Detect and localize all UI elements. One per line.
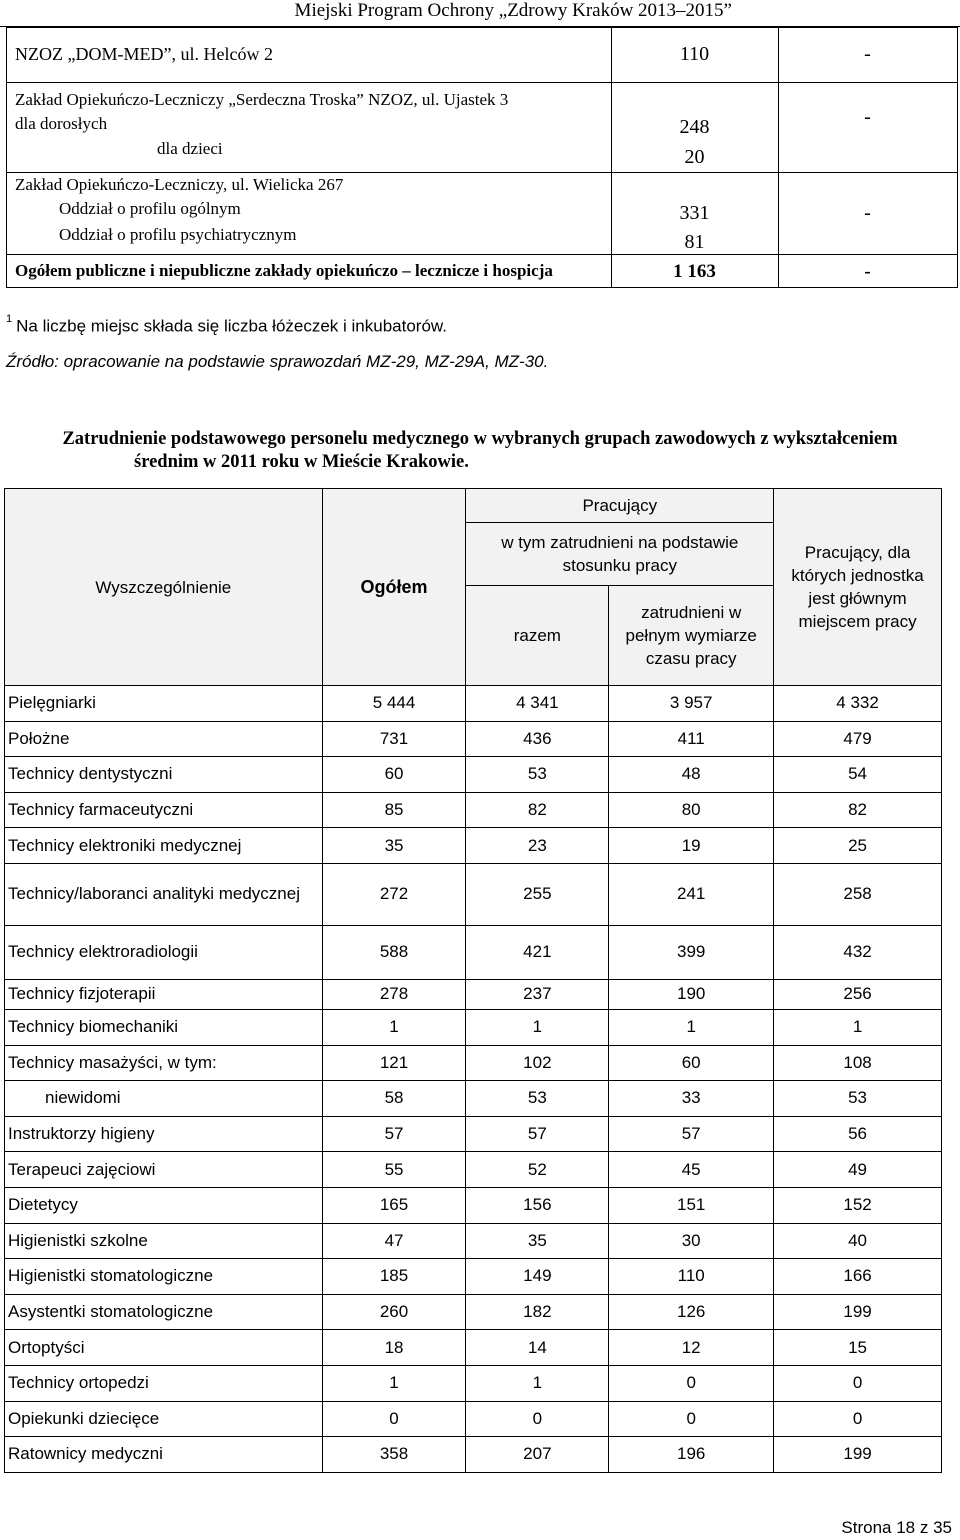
value-main-workplace: 1 bbox=[774, 1009, 942, 1045]
value-employed: 53 bbox=[466, 1081, 609, 1117]
value-main-workplace: 152 bbox=[774, 1187, 942, 1223]
table-facilities bbox=[6, 27, 958, 288]
row-label: Technicy farmaceutyczni bbox=[5, 792, 323, 828]
row-label: Pielęgniarki bbox=[5, 686, 323, 722]
facility-places: 248 bbox=[679, 116, 710, 138]
value-employed: 436 bbox=[466, 721, 609, 757]
header-employed-total: razem bbox=[466, 586, 609, 686]
row-label: Technicy dentystyczni bbox=[5, 757, 323, 793]
row-label: Technicy elektroradiologii bbox=[5, 925, 323, 979]
value-total: 60 bbox=[322, 757, 466, 793]
value-fulltime: 110 bbox=[609, 1259, 774, 1295]
value-total: 1 bbox=[322, 1009, 466, 1045]
value-employed: 82 bbox=[466, 792, 609, 828]
value-total: 18 bbox=[322, 1330, 466, 1366]
value-main-workplace: 49 bbox=[774, 1152, 942, 1188]
row-label: Technicy masażyści, w tym: bbox=[5, 1045, 323, 1081]
value-employed: 1 bbox=[466, 1365, 609, 1401]
table-row bbox=[5, 1437, 942, 1473]
table-divider bbox=[7, 172, 957, 173]
value-fulltime: 0 bbox=[609, 1401, 774, 1437]
value-main-workplace: 25 bbox=[774, 828, 942, 864]
value-main-workplace: 82 bbox=[774, 792, 942, 828]
value-fulltime: 48 bbox=[609, 757, 774, 793]
value-main-workplace: 432 bbox=[774, 925, 942, 979]
facility-subunit: dla dorosłych bbox=[15, 114, 108, 133]
row-label: Technicy/laboranci analityki medycznej bbox=[5, 863, 323, 925]
value-total: 47 bbox=[322, 1223, 466, 1259]
header-fulltime: zatrudnieni w pełnym wymiarze czasu pracy bbox=[609, 586, 774, 686]
table-row bbox=[5, 1401, 942, 1437]
table-row bbox=[5, 686, 942, 722]
source-note: Źródło: opracowanie na podstawie sprawozdań MZ-29, MZ-29A, MZ-30. bbox=[6, 352, 549, 371]
total-label: Ogółem publiczne i niepubliczne zakłady opiekuńczo – lecznicze i hospicja bbox=[15, 261, 553, 280]
header-total: Ogółem bbox=[322, 489, 466, 686]
footnote bbox=[6, 313, 447, 337]
table-title-line: średnim w 2011 roku w Mieście Krakowie. bbox=[134, 452, 469, 472]
table-staff bbox=[4, 488, 942, 1473]
table-row bbox=[5, 1330, 942, 1366]
value-total: 588 bbox=[322, 925, 466, 979]
table-divider bbox=[7, 254, 957, 255]
row-label: Ratownicy medyczni bbox=[5, 1437, 323, 1473]
table-row bbox=[5, 828, 942, 864]
value-fulltime: 190 bbox=[609, 979, 774, 1009]
value-fulltime: 80 bbox=[609, 792, 774, 828]
footnote-text: Na liczbę miejsc składa się liczba łóżeczek i inkubatorów. bbox=[16, 316, 447, 336]
facility-name: Zakład Opiekuńczo-Leczniczy „Serdeczna Troska” NZOZ, ul. Ujastek 3 bbox=[15, 90, 509, 109]
value-total: 278 bbox=[322, 979, 466, 1009]
value-fulltime: 57 bbox=[609, 1116, 774, 1152]
value-fulltime: 19 bbox=[609, 828, 774, 864]
facility-name: Zakład Opiekuńczo-Leczniczy, ul. Wielicka 267 bbox=[15, 175, 344, 194]
value-employed: 35 bbox=[466, 1223, 609, 1259]
total-places: 1 163 bbox=[673, 261, 716, 282]
value-employed: 4 341 bbox=[466, 686, 609, 722]
table-row bbox=[5, 1045, 942, 1081]
table-title bbox=[0, 428, 960, 474]
page-number: Strona 18 z 35 bbox=[841, 1518, 952, 1537]
table-row bbox=[5, 1152, 942, 1188]
value-main-workplace: 199 bbox=[774, 1437, 942, 1473]
value-fulltime: 3 957 bbox=[609, 686, 774, 722]
row-label: Higienistki szkolne bbox=[5, 1223, 323, 1259]
table-divider bbox=[7, 82, 957, 83]
value-fulltime: 399 bbox=[609, 925, 774, 979]
value-main-workplace: 54 bbox=[774, 757, 942, 793]
row-label: Technicy biomechaniki bbox=[5, 1009, 323, 1045]
value-employed: 53 bbox=[466, 757, 609, 793]
value-total: 57 bbox=[322, 1116, 466, 1152]
facility-subunit: dla dzieci bbox=[157, 139, 223, 158]
value-fulltime: 12 bbox=[609, 1330, 774, 1366]
value-employed: 149 bbox=[466, 1259, 609, 1295]
value-fulltime: 1 bbox=[609, 1009, 774, 1045]
value-fulltime: 241 bbox=[609, 863, 774, 925]
header-employed: w tym zatrudnieni na podstawie stosunku pracy bbox=[466, 523, 774, 586]
value-total: 731 bbox=[322, 721, 466, 757]
footnote-marker: 1 bbox=[6, 313, 13, 325]
table-title-line: Zatrudnienie podstawowego personelu medycznego w wybranych grupach zawodowych z wykształceniem bbox=[62, 429, 898, 449]
value-main-workplace: 256 bbox=[774, 979, 942, 1009]
page-header-title: Miejski Program Ochrony „Zdrowy Kraków 2013–2015” bbox=[294, 0, 732, 21]
value-fulltime: 411 bbox=[609, 721, 774, 757]
facility-name: NZOZ „DOM-MED”, ul. Helców 2 bbox=[15, 44, 273, 64]
table-divider bbox=[778, 28, 779, 287]
row-label: Dietetycy bbox=[5, 1187, 323, 1223]
value-fulltime: 33 bbox=[609, 1081, 774, 1117]
facility-hospice: - bbox=[864, 106, 871, 128]
facility-subunit: Oddział o profilu psychiatrycznym bbox=[59, 225, 297, 244]
value-employed: 207 bbox=[466, 1437, 609, 1473]
table-row bbox=[5, 721, 942, 757]
value-total: 358 bbox=[322, 1437, 466, 1473]
row-label: Ortoptyści bbox=[5, 1330, 323, 1366]
value-main-workplace: 479 bbox=[774, 721, 942, 757]
table-row bbox=[5, 925, 942, 979]
row-label: Położne bbox=[5, 721, 323, 757]
table-row bbox=[5, 1081, 942, 1117]
value-fulltime: 60 bbox=[609, 1045, 774, 1081]
table-row bbox=[5, 1009, 942, 1045]
value-main-workplace: 53 bbox=[774, 1081, 942, 1117]
value-main-workplace: 40 bbox=[774, 1223, 942, 1259]
value-total: 260 bbox=[322, 1294, 466, 1330]
value-fulltime: 126 bbox=[609, 1294, 774, 1330]
table-row bbox=[5, 863, 942, 925]
facility-places: 110 bbox=[679, 43, 710, 65]
value-employed: 14 bbox=[466, 1330, 609, 1366]
value-main-workplace: 108 bbox=[774, 1045, 942, 1081]
value-total: 165 bbox=[322, 1187, 466, 1223]
table-row bbox=[5, 1259, 942, 1295]
value-total: 58 bbox=[322, 1081, 466, 1117]
value-employed: 182 bbox=[466, 1294, 609, 1330]
value-employed: 0 bbox=[466, 1401, 609, 1437]
header-description: Wyszczególnienie bbox=[5, 489, 323, 686]
facility-subunit: Oddział o profilu ogólnym bbox=[59, 199, 241, 218]
value-total: 35 bbox=[322, 828, 466, 864]
value-main-workplace: 258 bbox=[774, 863, 942, 925]
row-label: Technicy elektroniki medycznej bbox=[5, 828, 323, 864]
value-employed: 52 bbox=[466, 1152, 609, 1188]
value-total: 85 bbox=[322, 792, 466, 828]
value-employed: 57 bbox=[466, 1116, 609, 1152]
value-employed: 23 bbox=[466, 828, 609, 864]
facility-hospice: - bbox=[864, 202, 871, 224]
value-main-workplace: 0 bbox=[774, 1401, 942, 1437]
value-employed: 255 bbox=[466, 863, 609, 925]
row-label: niewidomi bbox=[5, 1081, 323, 1117]
value-total: 1 bbox=[322, 1365, 466, 1401]
table-row bbox=[5, 1294, 942, 1330]
value-employed: 156 bbox=[466, 1187, 609, 1223]
value-fulltime: 0 bbox=[609, 1365, 774, 1401]
value-main-workplace: 0 bbox=[774, 1365, 942, 1401]
row-label: Instruktorzy higieny bbox=[5, 1116, 323, 1152]
facility-places: 20 bbox=[684, 146, 705, 168]
row-label: Higienistki stomatologiczne bbox=[5, 1259, 323, 1295]
table-row bbox=[5, 1365, 942, 1401]
value-total: 121 bbox=[322, 1045, 466, 1081]
row-label: Opiekunki dziecięce bbox=[5, 1401, 323, 1437]
value-total: 185 bbox=[322, 1259, 466, 1295]
value-employed: 237 bbox=[466, 979, 609, 1009]
value-total: 0 bbox=[322, 1401, 466, 1437]
row-label: Technicy fizjoterapii bbox=[5, 979, 323, 1009]
value-employed: 102 bbox=[466, 1045, 609, 1081]
row-label: Terapeuci zajęciowi bbox=[5, 1152, 323, 1188]
header-working: Pracujący bbox=[466, 489, 774, 523]
value-total: 55 bbox=[322, 1152, 466, 1188]
value-main-workplace: 199 bbox=[774, 1294, 942, 1330]
table-row bbox=[5, 792, 942, 828]
value-fulltime: 196 bbox=[609, 1437, 774, 1473]
value-main-workplace: 56 bbox=[774, 1116, 942, 1152]
header-main-workplace: Pracujący, dla których jednostka jest głównym miejscem pracy bbox=[774, 489, 942, 686]
table-row bbox=[5, 1223, 942, 1259]
facility-places: 331 bbox=[679, 202, 710, 224]
value-fulltime: 151 bbox=[609, 1187, 774, 1223]
facility-hospice: - bbox=[864, 43, 871, 65]
table-row bbox=[5, 1187, 942, 1223]
row-label: Asystentki stomatologiczne bbox=[5, 1294, 323, 1330]
value-employed: 1 bbox=[466, 1009, 609, 1045]
value-main-workplace: 166 bbox=[774, 1259, 942, 1295]
value-total: 5 444 bbox=[322, 686, 466, 722]
row-label: Technicy ortopedzi bbox=[5, 1365, 323, 1401]
table-row bbox=[5, 979, 942, 1009]
value-employed: 421 bbox=[466, 925, 609, 979]
table-row bbox=[5, 1116, 942, 1152]
value-fulltime: 30 bbox=[609, 1223, 774, 1259]
value-fulltime: 45 bbox=[609, 1152, 774, 1188]
facility-places: 81 bbox=[684, 231, 705, 253]
value-total: 272 bbox=[322, 863, 466, 925]
total-hospice: - bbox=[864, 261, 871, 282]
value-main-workplace: 4 332 bbox=[774, 686, 942, 722]
value-main-workplace: 15 bbox=[774, 1330, 942, 1366]
table-row bbox=[5, 757, 942, 793]
